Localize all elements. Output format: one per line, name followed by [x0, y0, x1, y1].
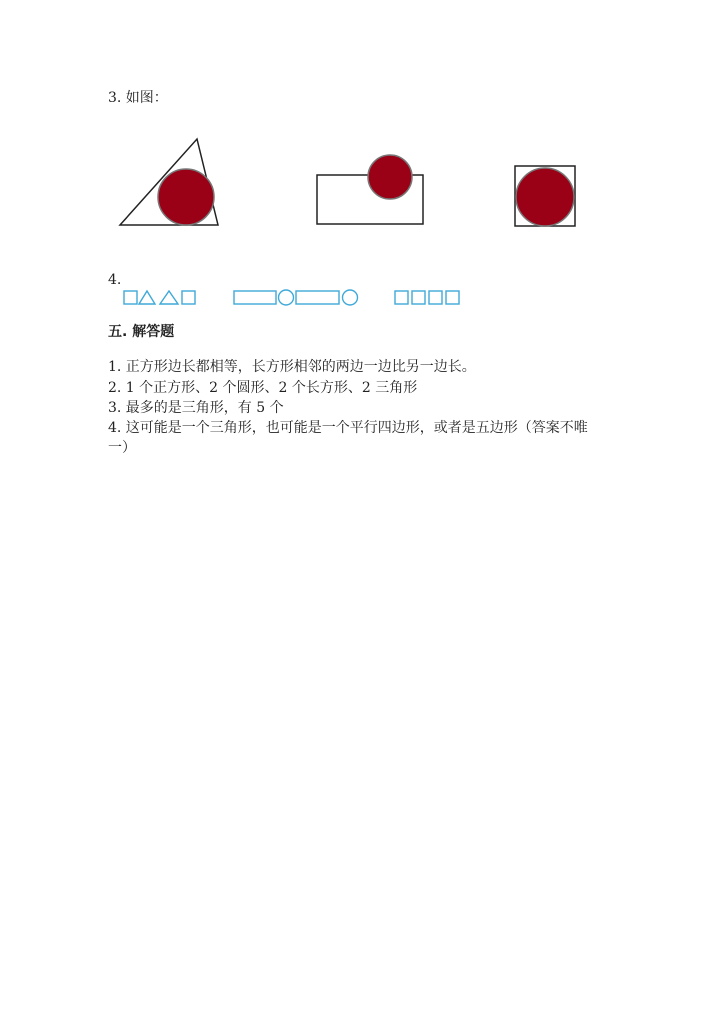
square-circle-figure: [512, 163, 580, 231]
answer-1: 1. 正方形边长都相等，长方形相邻的两边一边比另一边长。: [108, 359, 476, 375]
question-4-label: 4.: [108, 272, 122, 288]
circle-shape: [368, 155, 412, 199]
answer-3: 3. 最多的是三角形，有 5 个: [108, 400, 284, 416]
rectangle-circle-figure: [314, 152, 428, 228]
triangle-shape: [139, 291, 155, 304]
square-shape: [446, 291, 459, 304]
square-shape: [182, 291, 195, 304]
triangle-circle-figure: [115, 135, 225, 230]
circle-shape: [343, 290, 358, 305]
square-shape: [412, 291, 425, 304]
rectangle-shape: [296, 291, 339, 304]
circle-shape: [279, 290, 294, 305]
shape-group-2: [230, 288, 362, 308]
answer-4: 4. 这可能是一个三角形，也可能是一个平行四边形，或者是五边形（答案不唯: [108, 420, 588, 436]
shape-group-1: [120, 288, 200, 308]
square-shape: [395, 291, 408, 304]
square-shape: [429, 291, 442, 304]
circle-shape: [158, 169, 214, 225]
triangle-shape: [160, 291, 178, 304]
question-3-label: 3. 如图：: [108, 90, 168, 106]
answer-4-continued: 一）: [108, 440, 136, 456]
shape-group-3: [392, 288, 466, 308]
answer-2: 2. 1 个正方形、2 个圆形、2 个长方形、2 三角形: [108, 380, 418, 396]
section-5-title: 五. 解答题: [108, 324, 175, 340]
circle-shape: [516, 168, 574, 226]
square-shape: [124, 291, 137, 304]
rectangle-shape: [234, 291, 276, 304]
